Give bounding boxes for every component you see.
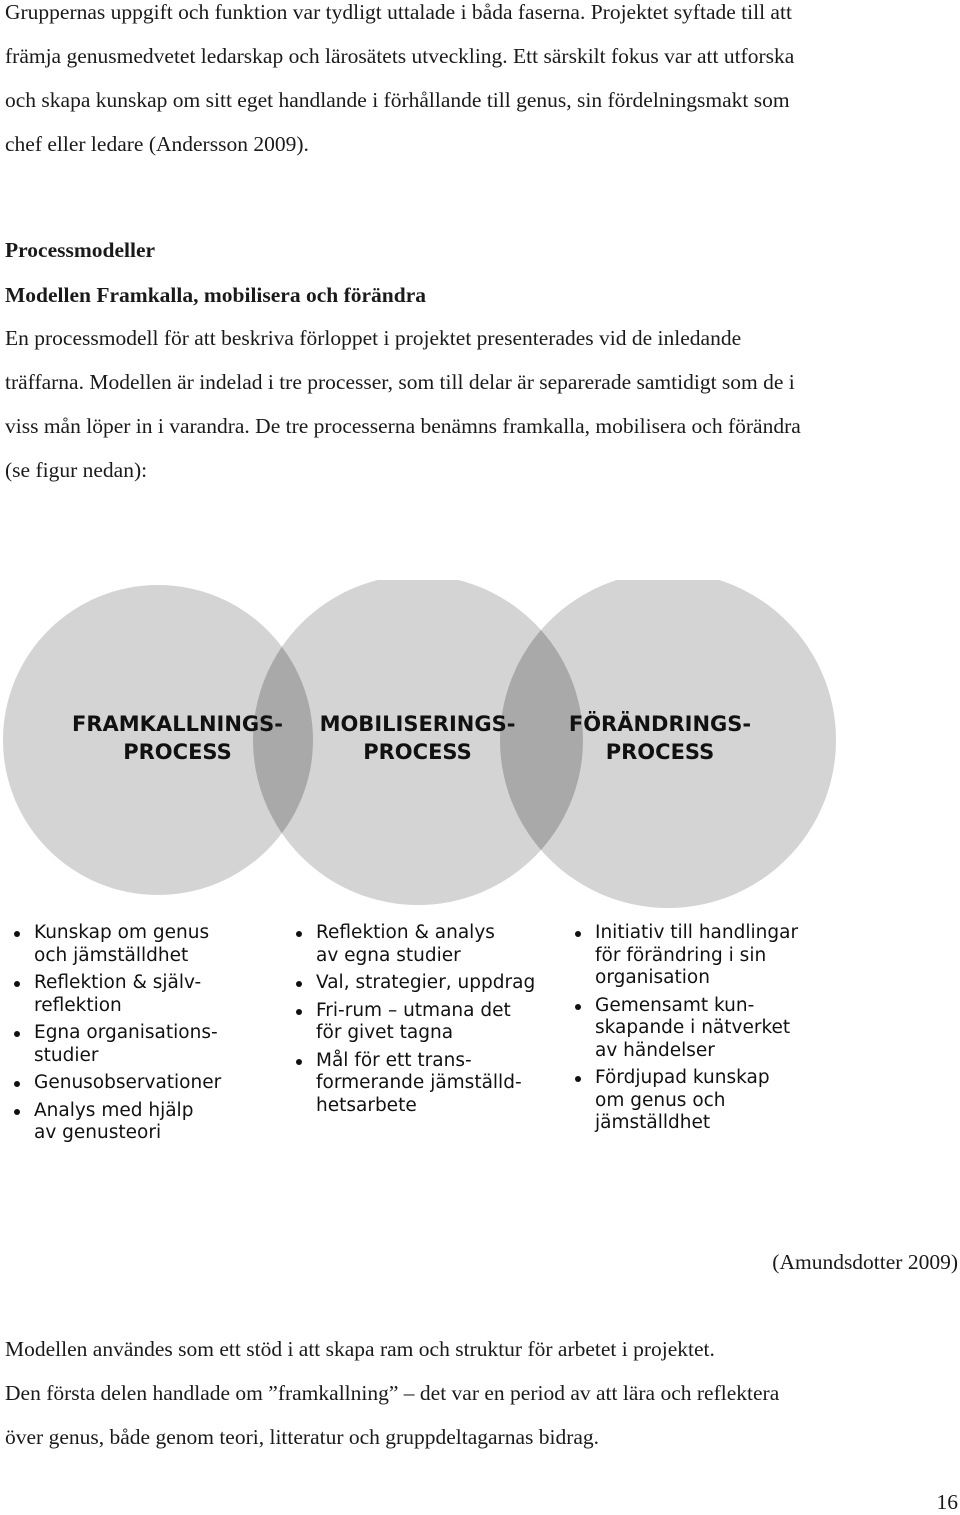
text-line: chef eller ledare (Andersson 2009). xyxy=(5,132,309,156)
process-title-forandring: FÖRÄNDRINGS- PROCESS xyxy=(568,712,752,764)
bullet-list-forandring xyxy=(573,922,798,1140)
text-line: (se figur nedan): xyxy=(5,458,148,482)
figure-citation: (Amundsdotter 2009) xyxy=(772,1250,958,1274)
bullet-list-mobilisering xyxy=(294,922,535,1122)
section-heading: Processmodeller xyxy=(5,238,156,262)
list-item: Analys med hjälp av genusteori xyxy=(12,1100,221,1145)
text-line: främja genusmedvetet ledarskap och lärosätets utveckling. Ett särskilt fokus var att utforska xyxy=(5,44,795,68)
process-title-mobilisering: MOBILISERINGS- PROCESS xyxy=(319,712,516,764)
list-item: Kunskap om genus och jämställdhet xyxy=(12,922,221,967)
text-line: träffarna. Modellen är indelad i tre processer, som till delar är separerade samtidigt som de i xyxy=(5,370,795,394)
list-item: Reflektion & analys av egna studier xyxy=(294,922,535,967)
list-item: Val, strategier, uppdrag xyxy=(294,972,535,995)
closing-paragraph xyxy=(5,1327,955,1459)
text-line: Den första delen handlade om ”framkallning” – det var en period av att lära och reflektera xyxy=(5,1381,780,1405)
list-item: Fri-rum – utmana det för givet tagna xyxy=(294,1000,535,1045)
text-line: viss mån löper in i varandra. De tre processerna benämns framkalla, mobilisera och förändra xyxy=(5,414,801,438)
section-paragraph xyxy=(5,316,955,492)
list-item: Egna organisations- studier xyxy=(12,1022,221,1067)
list-item: Fördjupad kunskap om genus och jämställdhet xyxy=(573,1067,798,1135)
list-item: Genusobservationer xyxy=(12,1072,221,1095)
list-item: Initiativ till handlingar för förändring i sin organisation xyxy=(573,922,798,990)
text-line: En processmodell för att beskriva förloppet i projektet presenterades vid de inledande xyxy=(5,326,742,350)
intro-paragraph xyxy=(5,0,955,166)
text-line: över genus, både genom teori, litteratur och gruppdeltagarnas bidrag. xyxy=(5,1425,600,1449)
process-model-figure xyxy=(0,580,960,1160)
section-subheading: Modellen Framkalla, mobilisera och förändra xyxy=(5,283,427,307)
list-item: Reflektion & själv- reflektion xyxy=(12,972,221,1017)
bullet-list-framkallning xyxy=(12,922,221,1150)
text-line: Gruppernas uppgift och funktion var tydligt uttalade i båda faserna. Projektet syftade till att xyxy=(5,0,792,24)
process-title-framkallning: FRAMKALLNINGS- PROCESS xyxy=(72,712,283,764)
list-item: Gemensamt kun- skapande i nätverket av händelser xyxy=(573,995,798,1063)
page-number: 16 xyxy=(936,1490,958,1514)
text-line: och skapa kunskap om sitt eget handlande i förhållande till genus, sin fördelningsmakt som xyxy=(5,88,790,112)
text-line: Modellen användes som ett stöd i att skapa ram och struktur för arbetet i projektet. xyxy=(5,1337,715,1361)
list-item: Mål för ett trans- formerande jämställd- hetsarbete xyxy=(294,1050,535,1118)
